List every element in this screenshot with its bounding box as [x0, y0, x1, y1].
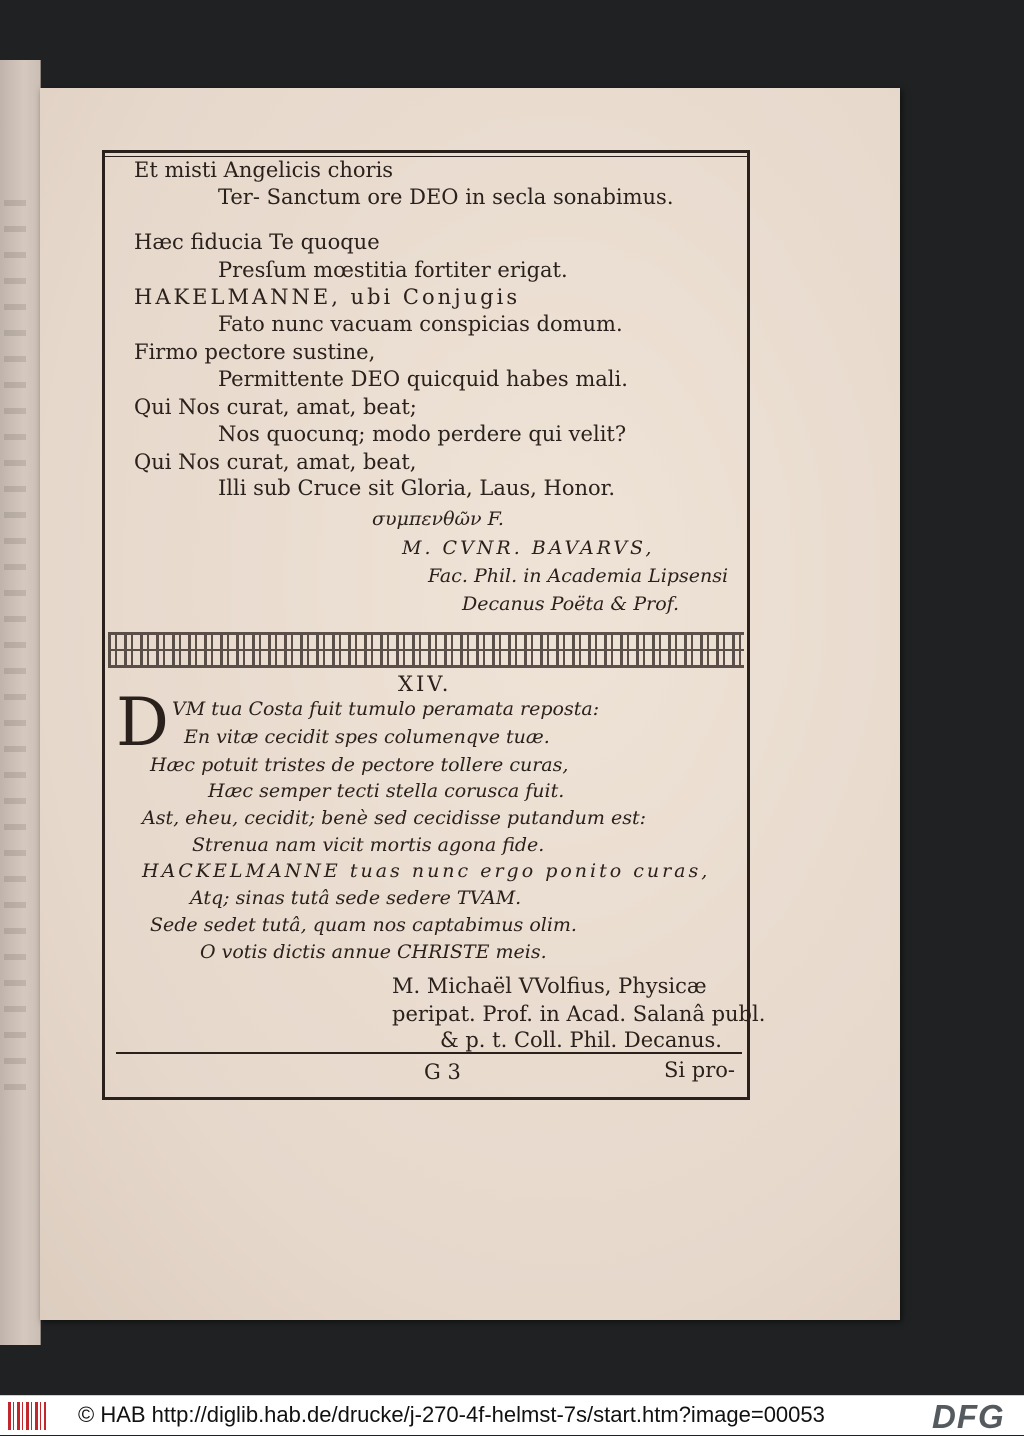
poem-line: Ter- Sanctum ore DEO in secla sonabimus.	[218, 185, 674, 209]
poem-line: Qui Nos curat, amat, beat;	[134, 395, 417, 419]
hab-barcode-icon	[8, 1402, 46, 1430]
author-title: & p. t. Coll. Phil. Decanus.	[440, 1028, 722, 1052]
poem-line: Presſum mœstitia fortiter erigat.	[218, 258, 568, 282]
catchword: Si pro-	[664, 1058, 735, 1082]
poem-line: HAKELMANNE, ubi Conjugis	[134, 285, 521, 309]
poem-line: HACKELMANNE tuas nunc ergo ponito curas,	[142, 860, 711, 882]
poem-line: En vitæ cecidit spes columenqve tuæ.	[184, 726, 550, 748]
permalink-text[interactable]: © HAB http://diglib.hab.de/drucke/j-270-4f-helmst-7s/start.htm?image=00053	[78, 1402, 825, 1427]
poem-line: Sede sedet tutâ, quam nos captabimus olim.	[150, 914, 577, 936]
poem-line: Hæc potuit tristes de pectore tollere curas,	[150, 754, 569, 776]
poem-line: Firmo pectore sustine,	[134, 340, 376, 364]
poem-line: Fato nunc vacuam conspicias domum.	[218, 312, 623, 336]
poem-line: Hæc semper tecti stella corusca fuit.	[208, 780, 565, 802]
author-affiliation: Fac. Phil. in Academia Lipsensi	[428, 565, 729, 587]
poem-line: Nos quocunq; modo perdere qui velit?	[218, 422, 627, 446]
poem-line: O votis dictis annue CHRISTE meis.	[200, 941, 547, 963]
poem-line: VM tua Costa fuit tumulo peramata reposta:	[172, 698, 600, 720]
author-affiliation: peripat. Prof. in Acad. Salanâ publ.	[392, 1002, 766, 1026]
greek-signature: συμπενθῶν F.	[372, 508, 504, 530]
poem-line: Et misti Angelicis choris	[134, 158, 394, 182]
ornamental-divider	[108, 632, 744, 668]
poem-line: Ast, eheu, cecidit; benè sed cecidisse putandum est:	[142, 807, 646, 829]
poem-line: Atq; sinas tutâ sede sedere TVAM.	[190, 887, 522, 909]
bottom-rule	[116, 1052, 742, 1054]
poem-line: Permittente DEO quicquid habes mali.	[218, 367, 628, 391]
poem-line: Qui Nos curat, amat, beat,	[134, 450, 417, 474]
signature-mark: G 3	[424, 1060, 461, 1084]
poem-line: Illi sub Cruce sit Gloria, Laus, Honor.	[218, 476, 616, 500]
author-title: Decanus Poëta & Prof.	[462, 593, 680, 615]
author-signature: M. Michaël VVolfius, Physicæ	[392, 974, 707, 998]
previous-leaf-edge	[0, 60, 41, 1345]
poem-line: Hæc fiducia Te quoque	[134, 230, 380, 254]
author-signature: M. CVNR. BAVARVS,	[402, 537, 655, 559]
drop-cap: D	[116, 684, 169, 761]
poem-line: Strenua nam vicit mortis agona fide.	[192, 834, 545, 856]
section-number: XIV.	[398, 672, 452, 696]
footer-bar	[0, 1395, 1024, 1435]
dfg-logo: DFG	[932, 1398, 1005, 1435]
